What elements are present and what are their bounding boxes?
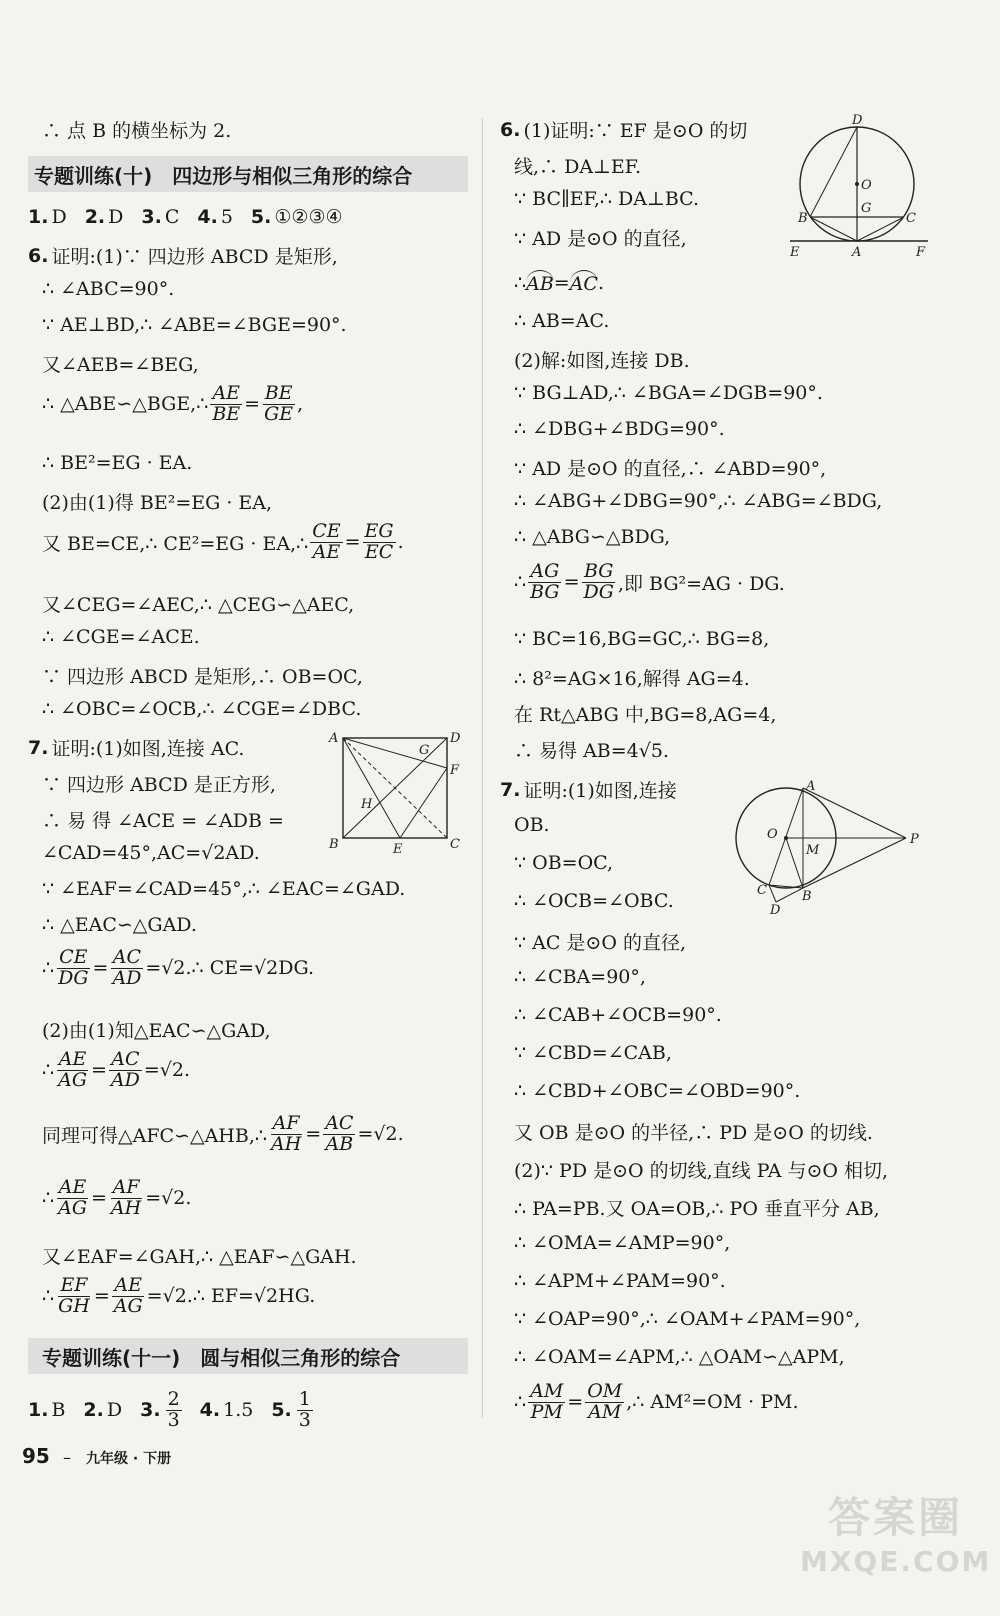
q6-line-9: 又∠CEG=∠AEC,∴ △CEG∽△AEC, — [42, 594, 355, 616]
answer-num: 5. — [250, 206, 272, 228]
r-q7-body-1: ∵ OB=OC, — [514, 852, 614, 874]
grade-label: 九年级 · 下册 — [86, 1451, 172, 1467]
label-P: P — [910, 832, 919, 847]
label-E: E — [790, 245, 800, 260]
r-q7-body-12: ∴ ∠APM+∠PAM=90°. — [514, 1270, 726, 1292]
question-number: 6. — [28, 244, 49, 267]
label-E: E — [393, 842, 403, 854]
column-divider — [482, 118, 483, 1418]
r-q6-end-4: ∴ 易得 AB=4√5. — [514, 740, 670, 762]
q7-line-9: ∴ $\frac{AE}{AG}$ = $\frac{AC}{AD}$ =√2. — [42, 1048, 191, 1091]
q7-line-13: ∴ $\frac{EF}{GH}$ = $\frac{AE}{AG}$ =√2.∴ EF=√2HG. — [42, 1274, 316, 1317]
label-A: A — [329, 731, 339, 746]
answer-value: ①②③④ — [274, 206, 343, 228]
label-D: D — [770, 903, 781, 916]
label-A: A — [806, 779, 816, 794]
q7-line-10: 同理可得△AFC∽△AHB,∴ $\frac{AF}{AH}$ = $\frac{AC}{AB}$ =√2. — [42, 1112, 404, 1155]
fraction: $\frac{CE}{DG}$ — [58, 946, 89, 989]
fraction: $\frac{AM}{PM}$ — [530, 1380, 564, 1423]
label-B: B — [329, 837, 339, 852]
label-B: B — [802, 889, 812, 904]
q6-line-7: (2)由(1)得 BE²=EG · EA, — [42, 492, 273, 514]
fraction: $\frac{OM}{AM}$ — [587, 1380, 623, 1423]
q7-line-5: ∵ ∠EAF=∠CAD=45°,∴ ∠EAC=∠GAD. — [42, 878, 406, 900]
r-q6-mid-2: (2)解:如图,连接 DB. — [514, 350, 690, 372]
r-q6-line-2: 线,∴ DA⊥EF. — [514, 156, 642, 178]
r-q7-body-4: ∴ ∠CBA=90°, — [514, 966, 646, 988]
q7-line-3: ∴ 易 得 ∠ACE = ∠ADB = — [42, 810, 284, 832]
answer-value: D — [51, 206, 67, 228]
fraction: $\frac{AC}{AD}$ — [112, 946, 142, 989]
q7-line-6: ∴ △EAC∽△GAD. — [42, 914, 197, 936]
footer-dash: – — [62, 1448, 71, 1467]
r-q6-frac-line: ∴ $\frac{AG}{BG}$ = $\frac{BG}{DG}$ ,即 BG²=AG · DG. — [514, 560, 785, 603]
watermark-logo — [800, 1485, 991, 1578]
r-q6-arc-line: ∴ AB = AC . — [514, 271, 605, 295]
answers-10 — [28, 206, 343, 228]
r-q7-body-8: 又 OB 是⊙O 的半径,∴ PD 是⊙O 的切线. — [514, 1122, 873, 1144]
watermark-text-top: 答案圈 — [828, 1493, 964, 1542]
r-q6-line-1: 6. (1)证明:∵ EF 是⊙O 的切 — [500, 118, 748, 142]
r-q6-line-4: ∵ AD 是⊙O 的直径, — [514, 228, 687, 250]
q7-line-7: ∴ $\frac{CE}{DG}$ = $\frac{AC}{AD}$ =√2.∴ CE=√2DG. — [42, 946, 314, 989]
r-q7-body-7: ∴ ∠CBD+∠OBC=∠OBD=90°. — [514, 1080, 801, 1102]
answer-num: 2. — [84, 206, 106, 228]
r-q7-body-13: ∵ ∠OAP=90°,∴ ∠OAM+∠PAM=90°, — [514, 1308, 861, 1330]
label-F: F — [916, 245, 926, 260]
r-q7-body-14: ∴ ∠OAM=∠APM,∴ △OAM∽△APM, — [514, 1346, 845, 1368]
fraction: $\frac{BG}{DG}$ — [583, 560, 614, 603]
question-number: 7. — [500, 778, 521, 801]
r-q6-mid-5: ∵ AD 是⊙O 的直径,∴ ∠ABD=90°, — [514, 458, 827, 480]
answers-11: 1. B 2. D 3. $\frac{2}{3}$ 4. 1.5 5. $\frac{1}{3}$ — [28, 1388, 311, 1431]
section-11-banner — [28, 1338, 468, 1374]
r-q7-line-2: OB. — [514, 814, 550, 836]
question-number: 6. — [500, 118, 521, 141]
page-number: 95 — [22, 1444, 50, 1468]
fraction: $\frac{EG}{EC}$ — [364, 520, 394, 563]
q7-line-2: ∵ 四边形 ABCD 是正方形, — [42, 774, 276, 796]
circle-tangents-P-figure — [730, 776, 930, 916]
q6-line-12: ∴ ∠OBC=∠OCB,∴ ∠CGE=∠DBC. — [42, 698, 362, 720]
label-D: D — [450, 731, 461, 746]
square-figure — [325, 728, 465, 854]
answer-num: 1. — [28, 206, 49, 228]
fraction: $\frac{AE}{BE}$ — [212, 382, 241, 425]
q6-line-8: 又 BE=CE,∴ CE²=EG · EA,∴ $\frac{CE}{AE}$ = $\frac{EG}{EC}$ . — [42, 520, 404, 563]
fraction: $\frac{AF}{AH}$ — [110, 1176, 142, 1219]
r-q6-end-1: ∵ BC=16,BG=GC,∴ BG=8, — [514, 628, 770, 650]
q6-line-1 — [28, 242, 338, 269]
fraction: $\frac{AG}{BG}$ — [530, 560, 560, 603]
r-q7-body-5: ∴ ∠CAB+∠OCB=90°. — [514, 1004, 722, 1026]
answer-num: 4. — [197, 206, 218, 228]
section-11-title: 专题训练(十一) 圆与相似三角形的综合 — [42, 1345, 401, 1370]
label-C: C — [906, 211, 916, 226]
fraction: $\frac{CE}{AE}$ — [312, 520, 341, 563]
r-q7-body-6: ∵ ∠CBD=∠CAB, — [514, 1042, 672, 1064]
q7-line-1: 7. 证明:(1)如图,连接 AC. — [28, 736, 245, 760]
r-q7-line-1: 7. 证明:(1)如图,连接 — [500, 778, 677, 802]
circle-tangent-figure — [786, 112, 936, 262]
q6-line-2: ∴ ∠ABC=90°. — [42, 278, 175, 300]
watermark-text-bottom: MXQE.COM — [800, 1545, 992, 1578]
fraction: $\frac{AC}{AB}$ — [325, 1112, 354, 1155]
q6-line-3: ∵ AE⊥BD,∴ ∠ABE=∠BGE=90°. — [42, 314, 347, 336]
fraction: $\frac{AE}{AG}$ — [58, 1048, 87, 1091]
label-D: D — [852, 113, 863, 128]
label-A: A — [852, 245, 862, 260]
arc-AB: AB — [526, 270, 554, 295]
r-q6-end-2: ∴ 8²=AG×16,解得 AG=4. — [514, 668, 750, 690]
q7-line-4: ∠CAD=45°,AC=√2AD. — [42, 842, 260, 864]
intro-line: ∴ 点 B 的横坐标为 2. — [42, 120, 232, 142]
r-q6-mid-6: ∴ ∠ABG+∠DBG=90°,∴ ∠ABG=∠BDG, — [514, 490, 883, 512]
section-10-banner — [28, 156, 468, 192]
page-footer — [22, 1444, 171, 1468]
label-G: G — [419, 743, 430, 758]
label-C: C — [450, 837, 460, 852]
label-O: O — [861, 178, 872, 193]
r-q7-body-10: ∴ PA=PB.又 OA=OB,∴ PO 垂直平分 AB, — [514, 1198, 880, 1220]
q6-line-5: ∴ △ABE∽△BGE,∴ $\frac{AE}{BE}$ = $\frac{BE}{GE}$ , — [42, 382, 304, 425]
r-q6-line-3: ∵ BC∥EF,∴ DA⊥BC. — [514, 188, 700, 210]
fraction: $\frac{AC}{AD}$ — [110, 1048, 140, 1091]
r-q7-body-11: ∴ ∠OMA=∠AMP=90°, — [514, 1232, 731, 1254]
q6-line-11: ∵ 四边形 ABCD 是矩形,∴ OB=OC, — [42, 666, 363, 688]
section-10-title: 专题训练(十) 四边形与相似三角形的综合 — [34, 163, 413, 188]
r-q6-mid-4: ∴ ∠DBG+∠BDG=90°. — [514, 418, 725, 440]
r-q6-mid-3: ∵ BG⊥AD,∴ ∠BGA=∠DGB=90°. — [514, 382, 823, 404]
fraction: $\frac{BE}{GE}$ — [264, 382, 294, 425]
r-q6-mid-7: ∴ △ABG∽△BDG, — [514, 526, 671, 548]
answer-value: 5 — [220, 206, 233, 228]
question-number: 7. — [28, 736, 49, 759]
label-F: F — [450, 763, 460, 778]
r-q6-end-3: 在 Rt△ABG 中,BG=8,AG=4, — [514, 704, 777, 726]
answer-value: D — [108, 206, 124, 228]
fraction: $\frac{AE}{AG}$ — [113, 1274, 143, 1317]
answer-num: 3. — [141, 206, 162, 228]
r-q7-body-3: ∵ AC 是⊙O 的直径, — [514, 932, 687, 954]
r-q7-last-line: ∴ $\frac{AM}{PM}$ = $\frac{OM}{AM}$ ,∴ AM²=OM · PM. — [514, 1380, 799, 1423]
answer-value: C — [164, 206, 180, 228]
q7-line-8: (2)由(1)知△EAC∽△GAD, — [42, 1020, 271, 1042]
q6-line-10: ∴ ∠CGE=∠ACE. — [42, 626, 200, 648]
fraction: $\frac{AE}{AG}$ — [58, 1176, 87, 1219]
q6-line-6: ∴ BE²=EG · EA. — [42, 452, 193, 474]
label-C: C — [757, 883, 767, 898]
fraction: $\frac{1}{3}$ — [298, 1388, 311, 1431]
fraction: $\frac{AF}{AH}$ — [270, 1112, 302, 1155]
label-M: M — [806, 843, 820, 858]
r-q7-body-2: ∴ ∠OCB=∠OBC. — [514, 890, 674, 912]
r-q6-mid-1: ∴ AB=AC. — [514, 310, 610, 332]
label-G: G — [861, 201, 872, 216]
q6-line-4: 又∠AEB=∠BEG, — [42, 354, 199, 376]
q7-line-12: 又∠EAF=∠GAH,∴ △EAF∽△GAH. — [42, 1246, 357, 1268]
label-O: O — [767, 827, 778, 842]
q7-line-11: ∴ $\frac{AE}{AG}$ = $\frac{AF}{AH}$ =√2. — [42, 1176, 192, 1219]
label-H: H — [361, 797, 373, 812]
label-B: B — [798, 211, 808, 226]
r-q7-body-9: (2)∵ PD 是⊙O 的切线,直线 PA 与⊙O 相切, — [514, 1160, 889, 1182]
solution-text: 证明:(1)∵ 四边形 ABCD 是矩形, — [51, 246, 338, 268]
fraction: $\frac{EF}{GH}$ — [58, 1274, 90, 1317]
fraction: $\frac{2}{3}$ — [167, 1388, 180, 1431]
arc-AC: AC — [570, 270, 598, 295]
